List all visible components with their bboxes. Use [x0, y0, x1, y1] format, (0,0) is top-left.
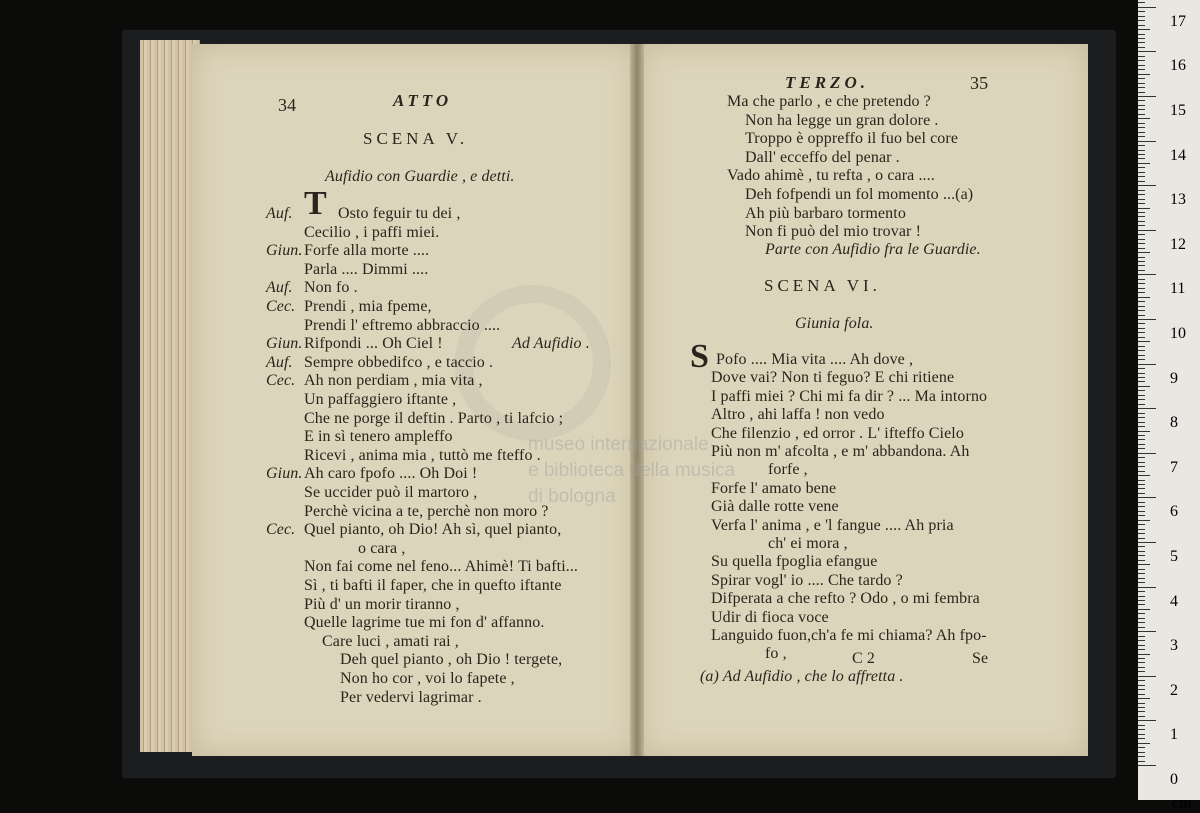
ruler-tick: [1138, 645, 1145, 646]
ruler-tick: [1138, 564, 1150, 565]
verse-line: Se uccider può il martoro ,: [304, 484, 478, 501]
ruler-tick: [1138, 738, 1145, 739]
ruler-tick: [1138, 573, 1145, 574]
verse-line: Più d' un morir tiranno ,: [304, 595, 460, 613]
verse-line: Verfa l' anima , e 'l fangue .... Ah pria: [711, 516, 954, 534]
verse-line: Già dalle rotte vene: [711, 498, 839, 516]
ruler-tick: [1138, 529, 1145, 530]
watermark-line-1: museo internazionale: [528, 434, 709, 455]
verse-line: Ah caro fpofo .... Oh Doi !: [304, 465, 478, 483]
ruler-label: 4: [1170, 592, 1178, 610]
ruler-tick: [1138, 181, 1145, 182]
ruler-tick: [1138, 488, 1145, 489]
ruler-tick: [1138, 546, 1145, 547]
ruler-tick: [1138, 25, 1145, 26]
ruler-tick: [1138, 105, 1145, 106]
ruler-tick: [1138, 493, 1145, 494]
ruler-label: 1: [1170, 726, 1178, 744]
ruler-tick: [1138, 346, 1145, 347]
ruler-tick: [1138, 248, 1145, 249]
ruler-tick: [1138, 471, 1145, 472]
ruler-tick: [1138, 199, 1145, 200]
ruler-tick: [1138, 364, 1156, 365]
verse-line: Ah più barbaro tormento: [745, 204, 906, 222]
ruler-tick: [1138, 631, 1156, 632]
ruler-tick: [1138, 216, 1145, 217]
verse-line: Su quella fpoglia efangue: [711, 553, 878, 571]
ruler-label: 7: [1170, 458, 1178, 476]
ruler-tick: [1138, 279, 1145, 280]
ruler-tick: [1138, 734, 1145, 735]
ruler-tick: [1138, 431, 1150, 432]
verse-line: Sì , ti bafti il faper, che in quefto iftante: [304, 577, 562, 594]
verse-line: Per vedervi lagrimar .: [340, 688, 482, 706]
ruler-tick: [1138, 78, 1145, 79]
verse-line: Troppo è oppreffo il fuo bel core: [745, 130, 959, 148]
speaker-label: Cec.: [266, 521, 296, 539]
left-running-head: ATTO: [393, 91, 453, 110]
ruler-tick: [1138, 306, 1145, 307]
ruler-tick: [1138, 208, 1150, 209]
ruler-tick: [1138, 109, 1145, 110]
verse-line: I paffi miei ? Chi mi fa dir ? ... Ma intorno: [711, 387, 988, 405]
ruler-tick: [1138, 448, 1145, 449]
verse-line: Difperata a che refto ? Odo , o mi fembra: [711, 590, 980, 608]
verse-line: Non fi può del mio trovar !: [745, 223, 921, 241]
verse-line: Cecilio , i paffi miei.: [304, 223, 440, 241]
right-stage-direction: Giunia fola.: [795, 315, 874, 332]
ruler-tick: [1138, 11, 1145, 12]
verse-line: fo ,: [765, 645, 787, 663]
ruler-tick: [1138, 515, 1145, 516]
ruler-tick: [1138, 176, 1145, 177]
ruler-tick: [1138, 270, 1145, 271]
ruler-tick: [1138, 703, 1145, 704]
verse-line: Altro , ahi laffa ! non vedo: [711, 406, 885, 424]
catchword: Se: [972, 650, 989, 667]
ruler-tick: [1138, 627, 1145, 628]
ruler-tick: [1138, 386, 1150, 387]
ruler-tick: [1138, 716, 1145, 717]
verse-line: Sempre obbedifco , e taccio .: [304, 353, 494, 371]
ruler-tick: [1138, 341, 1150, 342]
ruler-tick: [1138, 444, 1145, 445]
ruler-tick: [1138, 203, 1145, 204]
ruler-tick: [1138, 582, 1145, 583]
ruler-tick: [1138, 654, 1150, 655]
ruler-tick: [1138, 167, 1145, 168]
speaker-label: Auf.: [266, 279, 293, 297]
speaker-label: Auf.: [266, 353, 293, 371]
verse-line: Spirar vogl' io .... Che tardo ?: [711, 571, 903, 589]
verse-line: Forfe l' amato bene: [711, 479, 837, 497]
speaker-label: Giun.: [266, 335, 303, 353]
ruler-tick: [1138, 381, 1145, 382]
ruler-tick: [1138, 373, 1145, 374]
ruler-tick: [1138, 154, 1145, 155]
ruler-tick: [1138, 511, 1145, 512]
ruler-tick: [1138, 83, 1145, 84]
ruler-tick: [1138, 404, 1145, 405]
ruler-tick: [1138, 239, 1145, 240]
ruler-tick: [1138, 560, 1145, 561]
ruler-label: 14: [1170, 146, 1186, 164]
verse-line: Care luci , amati rai ,: [322, 632, 459, 650]
ruler-tick: [1138, 756, 1145, 757]
ruler-tick: [1138, 243, 1145, 244]
ruler-tick: [1138, 92, 1145, 93]
ruler-tick: [1138, 118, 1150, 119]
ruler-tick: [1138, 747, 1145, 748]
ruler-tick: [1138, 417, 1145, 418]
ruler-tick: [1138, 685, 1145, 686]
ruler-tick: [1138, 399, 1145, 400]
ruler-tick: [1138, 613, 1145, 614]
ruler-tick: [1138, 315, 1145, 316]
ruler-tick: [1138, 591, 1145, 592]
ruler-tick: [1138, 390, 1145, 391]
aside-direction: Ad Aufidio .: [512, 335, 590, 353]
ruler-tick: [1138, 359, 1145, 360]
ruler-unit-label: cm: [1172, 795, 1192, 812]
ruler-tick: [1138, 319, 1156, 320]
ruler-tick: [1138, 274, 1156, 275]
verse-line: Forfe alla morte ....: [304, 242, 430, 260]
ruler-tick: [1138, 221, 1145, 222]
verse-line: Pofo .... Mia vita .... Ah dove ,: [716, 351, 914, 368]
ruler-tick: [1138, 87, 1145, 88]
ruler-tick: [1138, 578, 1145, 579]
ruler-tick: [1138, 297, 1150, 298]
ruler-tick: [1138, 587, 1156, 588]
ruler-tick: [1138, 29, 1150, 30]
ruler-tick: [1138, 636, 1145, 637]
ruler-tick: [1138, 439, 1145, 440]
ruler-tick: [1138, 542, 1156, 543]
verse-line: Rifpondi ... Oh Ciel !: [304, 335, 443, 353]
right-page-number: 35: [970, 73, 989, 93]
verse-line: Prendi , mia fpeme,: [304, 298, 432, 315]
ruler-tick: [1138, 194, 1145, 195]
ruler-label: 12: [1170, 235, 1186, 253]
ruler-tick: [1138, 596, 1145, 597]
ruler-tick: [1138, 257, 1145, 258]
verse-line: Osto feguir tu dei ,: [338, 205, 461, 222]
ruler-tick: [1138, 172, 1145, 173]
ruler-tick: [1138, 141, 1156, 142]
right-dropcap: S: [690, 338, 710, 375]
verse-line: Dove vai? Non ti feguo? E chi ritiene: [711, 369, 955, 387]
verse-line: Che ne porge il deftin . Parto , ti lafcio ;: [304, 409, 564, 427]
right-scene-title: SCENA VI.: [764, 276, 881, 295]
verse-line: forfe ,: [768, 461, 808, 479]
left-dropcap: T: [304, 185, 327, 222]
ruler-tick: [1138, 435, 1145, 436]
ruler-tick: [1138, 355, 1145, 356]
ruler-tick: [1138, 150, 1145, 151]
ruler-tick: [1138, 100, 1145, 101]
ruler-tick: [1138, 136, 1145, 137]
signature-mark: C 2: [852, 650, 875, 667]
ruler-tick: [1138, 230, 1156, 231]
verse-line: Udir di fioca voce: [711, 608, 829, 626]
ruler-tick: [1138, 7, 1156, 8]
ruler-label: 5: [1170, 548, 1178, 565]
verse-line: ch' ei mora ,: [768, 535, 848, 552]
ruler-tick: [1138, 332, 1145, 333]
ruler-tick: [1138, 328, 1145, 329]
ruler-tick: [1138, 711, 1145, 712]
page-edges: [140, 40, 200, 752]
ruler-tick: [1138, 283, 1145, 284]
ruler-tick: [1138, 662, 1145, 663]
ruler-tick: [1138, 127, 1145, 128]
ruler-tick: [1138, 658, 1145, 659]
ruler-tick: [1138, 252, 1150, 253]
ruler-tick: [1138, 765, 1156, 766]
ruler-tick: [1138, 16, 1145, 17]
ruler-label: 3: [1170, 637, 1178, 655]
verse-line: Non ha legge un gran dolore .: [745, 111, 939, 129]
ruler-tick: [1138, 466, 1145, 467]
ruler-tick: [1138, 185, 1156, 186]
ruler-label: 8: [1170, 414, 1178, 432]
ruler-tick: [1138, 671, 1145, 672]
ruler-tick: [1138, 132, 1145, 133]
left-scene-title: SCENA V.: [363, 129, 469, 148]
ruler-tick: [1138, 538, 1145, 539]
ruler-tick: [1138, 163, 1150, 164]
verse-line: Perchè vicina a te, perchè non moro ?: [304, 502, 549, 520]
ruler-tick: [1138, 502, 1145, 503]
speaker-label: Giun.: [266, 465, 303, 483]
ruler-label: 9: [1170, 369, 1178, 387]
left-page-number: 34: [278, 95, 297, 115]
ruler-tick: [1138, 408, 1156, 409]
speaker-label: Auf.: [266, 205, 293, 222]
ruler-tick: [1138, 96, 1156, 97]
ruler-tick: [1138, 761, 1145, 762]
ruler-tick: [1138, 752, 1145, 753]
ruler-tick: [1138, 74, 1150, 75]
ruler-tick: [1138, 676, 1156, 677]
ruler-tick: [1138, 457, 1145, 458]
ruler-tick: [1138, 190, 1145, 191]
ruler-label: 13: [1170, 191, 1186, 209]
ruler-tick: [1138, 60, 1145, 61]
ruler-tick: [1138, 698, 1150, 699]
ruler-tick: [1138, 310, 1145, 311]
verse-line: Non ho cor , voi lo fapete ,: [340, 670, 515, 687]
ruler-tick: [1138, 689, 1145, 690]
ruler-label: 2: [1170, 681, 1178, 699]
ruler-tick: [1138, 158, 1145, 159]
ruler-tick: [1138, 47, 1145, 48]
ruler-tick: [1138, 65, 1145, 66]
footnote: (a) Ad Aufidio , che lo affretta .: [700, 668, 904, 685]
ruler-label: 17: [1170, 12, 1186, 30]
ruler-tick: [1138, 395, 1145, 396]
ruler-tick: [1138, 555, 1145, 556]
ruler-tick: [1138, 533, 1145, 534]
speaker-label: Giun.: [266, 242, 303, 260]
ruler-tick: [1138, 265, 1145, 266]
verse-line: Ricevi , anima mia , tuttò me fteffo .: [304, 446, 541, 464]
ruler-tick: [1138, 649, 1145, 650]
verse-line: Vado ahimè , tu refta , o cara ....: [727, 167, 935, 185]
ruler-label: 16: [1170, 57, 1186, 75]
verse-line: o cara ,: [358, 539, 406, 557]
ruler-tick: [1138, 323, 1145, 324]
watermark-line-2: e biblioteca della musica: [528, 460, 736, 481]
ruler-tick: [1138, 725, 1145, 726]
ruler-tick: [1138, 69, 1145, 70]
ruler-tick: [1138, 261, 1145, 262]
ruler-label: 11: [1170, 280, 1186, 298]
ruler-label: 10: [1170, 325, 1186, 342]
ruler-tick: [1138, 506, 1145, 507]
verse-line: Quelle lagrime tue mi fon d' affanno.: [304, 614, 545, 632]
ruler-tick: [1138, 145, 1145, 146]
ruler-tick: [1138, 520, 1150, 521]
ruler-tick: [1138, 475, 1150, 476]
book-gutter: [630, 44, 644, 756]
ruler-tick: [1138, 497, 1156, 498]
ruler-label: 0: [1170, 771, 1178, 788]
ruler-tick: [1138, 667, 1145, 668]
ruler-tick: [1138, 729, 1145, 730]
verse-line: Deh fofpendi un fol momento ...(a): [745, 186, 974, 203]
ruler-tick: [1138, 694, 1145, 695]
ruler-tick: [1138, 377, 1145, 378]
verse-line: E in sì tenero ampleffo: [304, 428, 453, 446]
watermark-line-3: di bologna: [528, 486, 616, 507]
ruler-label: 6: [1170, 503, 1178, 521]
ruler-tick: [1138, 20, 1145, 21]
ruler-tick: [1138, 618, 1145, 619]
ruler-tick: [1138, 123, 1145, 124]
left-stage-direction: Aufidio con Guardie , e detti.: [325, 168, 515, 185]
ruler-tick: [1138, 422, 1145, 423]
ruler-tick: [1138, 426, 1145, 427]
verse-line: Ah non perdiam , mia vita ,: [304, 372, 483, 390]
ruler-tick: [1138, 604, 1145, 605]
verse-line: Dall' ecceffo del penar .: [745, 148, 900, 166]
ruler-tick: [1138, 56, 1145, 57]
verse-line: Languido fuon,ch'a fe mi chiama? Ah fpo-: [711, 627, 987, 644]
ruler-tick: [1138, 350, 1145, 351]
ruler-tick: [1138, 368, 1145, 369]
ruler-tick: [1138, 288, 1145, 289]
ruler-label: 15: [1170, 102, 1186, 119]
ruler-tick: [1138, 600, 1145, 601]
verse-line: Che filenzio , ed orror . L' ifteffo Cielo: [711, 424, 964, 442]
exit-direction: Parte con Aufidio fra le Guardie.: [765, 241, 981, 258]
speaker-label: Cec.: [266, 372, 296, 390]
ruler-tick: [1138, 413, 1145, 414]
ruler-tick: [1138, 225, 1145, 226]
verse-line: Quel pianto, oh Dio! Ah sì, quel pianto,: [304, 521, 562, 539]
ruler-tick: [1138, 42, 1145, 43]
verse-line: Più non m' afcolta , e m' abbandona. Ah: [711, 443, 970, 460]
ruler-tick: [1138, 462, 1145, 463]
ruler-tick: [1138, 484, 1145, 485]
verse-line: Non fai come nel feno... Ahimè! Ti bafti...: [304, 558, 579, 576]
ruler-tick: [1138, 640, 1145, 641]
ruler-tick: [1138, 2, 1145, 3]
ruler-tick: [1138, 707, 1145, 708]
ruler-tick: [1138, 622, 1145, 623]
ruler-tick: [1138, 480, 1145, 481]
measurement-ruler: [1138, 0, 1200, 800]
ruler-tick: [1138, 234, 1145, 235]
ruler-tick: [1138, 720, 1156, 721]
ruler-tick: [1138, 569, 1145, 570]
ruler-tick: [1138, 453, 1156, 454]
ruler-tick: [1138, 212, 1145, 213]
right-running-head: TERZO.: [785, 73, 869, 92]
verse-line: Prendi l' eftremo abbraccio ....: [304, 316, 501, 334]
ruler-tick: [1138, 524, 1145, 525]
speaker-label: Cec.: [266, 298, 296, 315]
ruler-tick: [1138, 51, 1156, 52]
ruler-tick: [1138, 114, 1145, 115]
ruler-tick: [1138, 292, 1145, 293]
verse-line: Deh quel pianto , oh Dio ! tergete,: [340, 651, 563, 669]
ruler-tick: [1138, 34, 1145, 35]
verse-line: Un paffaggiero iftante ,: [304, 391, 457, 408]
ruler-tick: [1138, 680, 1145, 681]
verse-line: Non fo .: [304, 279, 358, 297]
ruler-tick: [1138, 337, 1145, 338]
ruler-tick: [1138, 609, 1150, 610]
ruler-tick: [1138, 551, 1145, 552]
ruler-tick: [1138, 743, 1150, 744]
ruler-tick: [1138, 38, 1145, 39]
verse-line: Parla .... Dimmi ....: [304, 260, 429, 278]
verse-line: Ma che parlo , e che pretendo ?: [727, 93, 931, 110]
ruler-tick: [1138, 301, 1145, 302]
